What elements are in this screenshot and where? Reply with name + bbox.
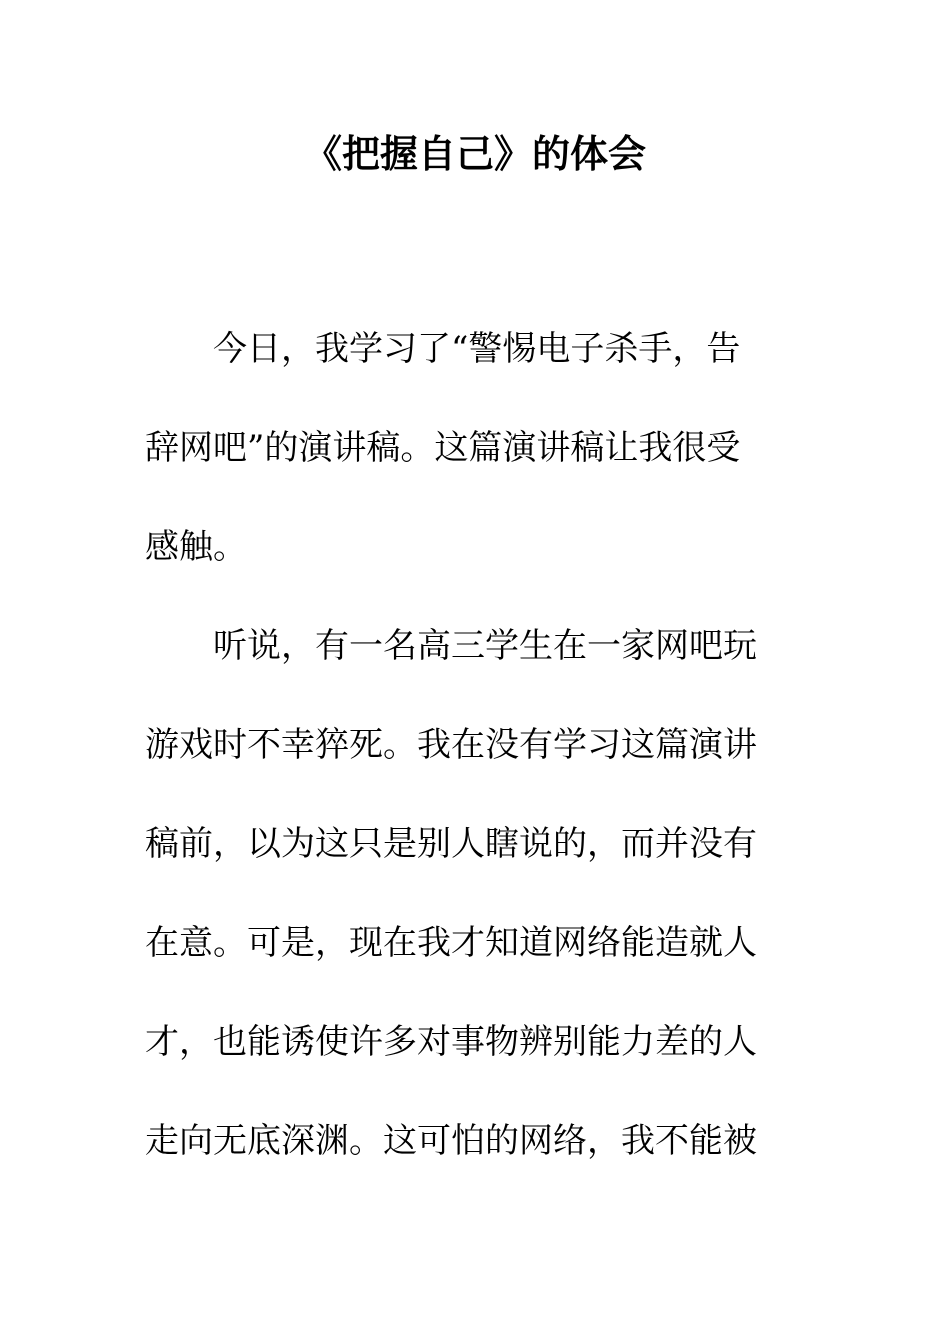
text-line: 走向无底深渊。这可怕的网络，我不能被 xyxy=(145,1121,757,1161)
paragraph-2 xyxy=(145,597,777,1191)
text-line: 游戏时不幸猝死。我在没有学习这篇演讲 xyxy=(145,725,757,765)
text-line: 在意。可是，现在我才知道网络能造就人 xyxy=(145,923,757,963)
text-line: 听说，有一名高三学生在一家网吧玩 xyxy=(213,626,757,666)
text-line: 感触。 xyxy=(145,527,247,567)
paragraph-1 xyxy=(145,300,777,597)
document-body xyxy=(145,300,777,1191)
document-title: 《把握自己》的体会 xyxy=(303,131,646,176)
text-line: 辞网吧”的演讲稿。这篇演讲稿让我很受 xyxy=(145,428,741,468)
text-line: 稿前，以为这只是别人瞎说的，而并没有 xyxy=(145,824,757,864)
text-line: 才，也能诱使许多对事物辨别能力差的人 xyxy=(145,1022,757,1062)
text-line: 今日，我学习了“警惕电子杀手，告 xyxy=(213,329,741,369)
